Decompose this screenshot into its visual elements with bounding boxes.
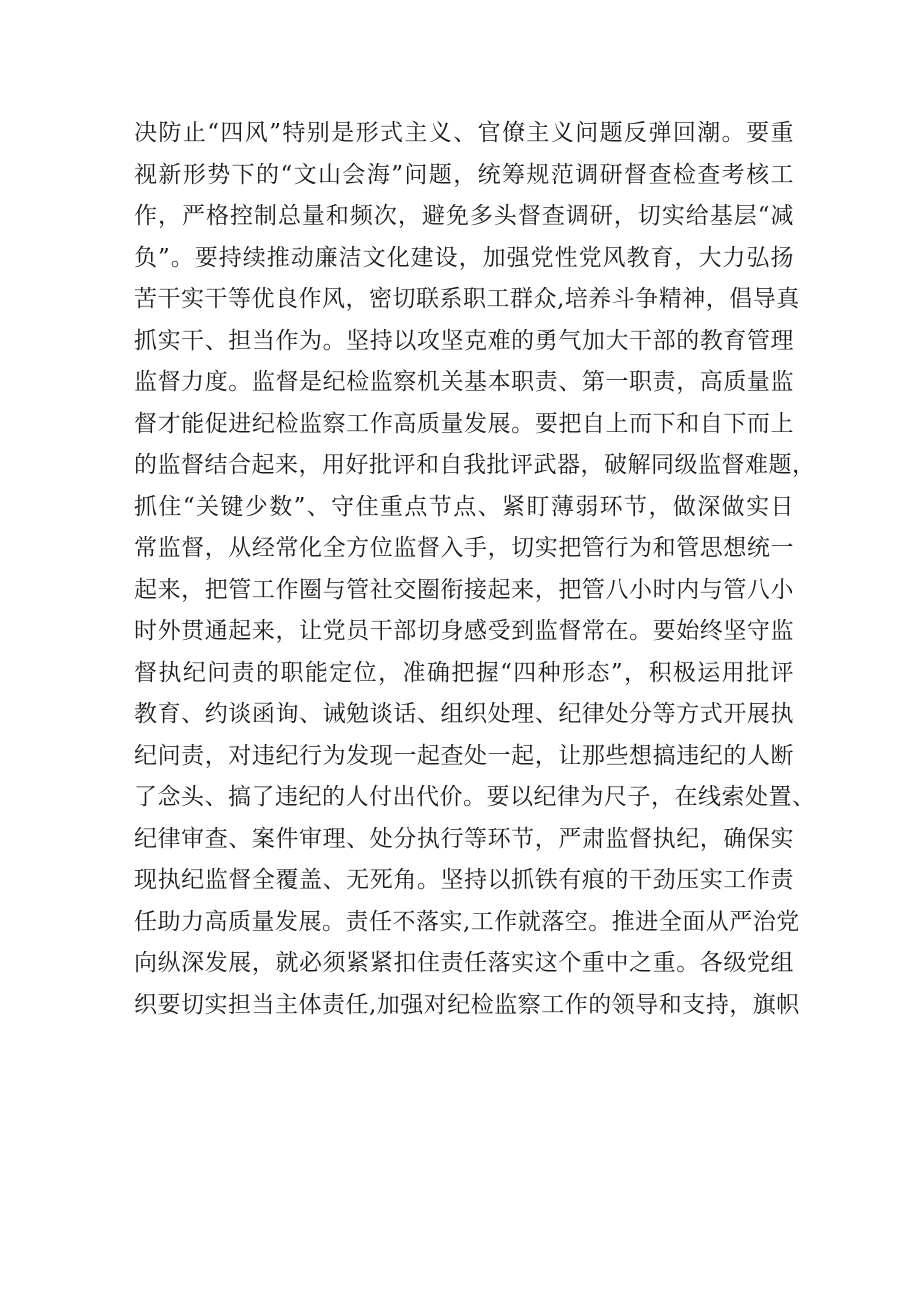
text-line: 视新形势下的“文山会海”问题，统筹规范调研督查检查考核工	[134, 161, 794, 188]
text-line: 起来，把管工作圈与管社交圈衔接起来，把管八小时内与管八小	[134, 576, 794, 603]
text-line: 苦干实干等优良作风，密切联系职工群众,培养斗争精神，倡导真	[134, 286, 800, 312]
text-line: 的监督结合起来，用好批评和自我批评武器，破解同级监督难题，	[134, 452, 816, 478]
text-line: 督才能促进纪检监察工作高质量发展。要把自上而下和自下而上	[134, 410, 794, 437]
text-line: 向纵深发展，就必须紧紧扣住责任落实这个重中之重。各级党组	[134, 950, 794, 976]
text-line: 了念头、搞了违纪的人付出代价。要以纪律为尺子，在线索处置、	[134, 784, 816, 810]
text-line: 负”。要持续推动廉洁文化建设，加强党性党风教育，大力弘扬	[134, 244, 794, 271]
text-line: 督执纪问责的职能定位，准确把握“四种形态”，积极运用批评	[134, 659, 794, 686]
text-line: 时外贯通起来，让党员干部切身感受到监督常在。要始终坚守监	[134, 618, 794, 644]
text-line: 作，严格控制总量和频次，避免多头督查调研，切实给基层“减	[134, 203, 794, 229]
text-line: 抓实干、担当作为。坚持以攻坚克难的勇气加大干部的教育管理	[134, 327, 794, 354]
text-line: 织要切实担当主体责任,加强对纪检监察工作的领导和支持，旗帜	[134, 991, 800, 1018]
text-line: 决防止“四风”特别是形式主义、官僚主义问题反弹回潮。要重	[134, 120, 794, 146]
text-line: 纪律审查、案件审理、处分执行等环节，严肃监督执纪，确保实	[134, 825, 794, 852]
text-line: 教育、约谈函询、诫勉谈话、组织处理、纪律处分等方式开展执	[134, 701, 794, 727]
text-line: 任助力高质量发展。责任不落实,工作就落空。推进全面从严治党	[134, 908, 800, 935]
text-line: 抓住“关键少数”、守住重点节点、紧盯薄弱环节，做深做实日	[134, 493, 794, 520]
text-line: 常监督，从经常化全方位监督入手，切实把管行为和管思想统一	[134, 535, 794, 561]
text-line: 纪问责，对违纪行为发现一起查处一起，让那些想搞违纪的人断	[134, 742, 794, 769]
text-line: 监督力度。监督是纪检监察机关基本职责、第一职责，高质量监	[134, 369, 794, 395]
text-line: 现执纪监督全覆盖、无死角。坚持以抓铁有痕的干劲压实工作责	[134, 867, 794, 893]
body-paragraph	[134, 113, 816, 1026]
